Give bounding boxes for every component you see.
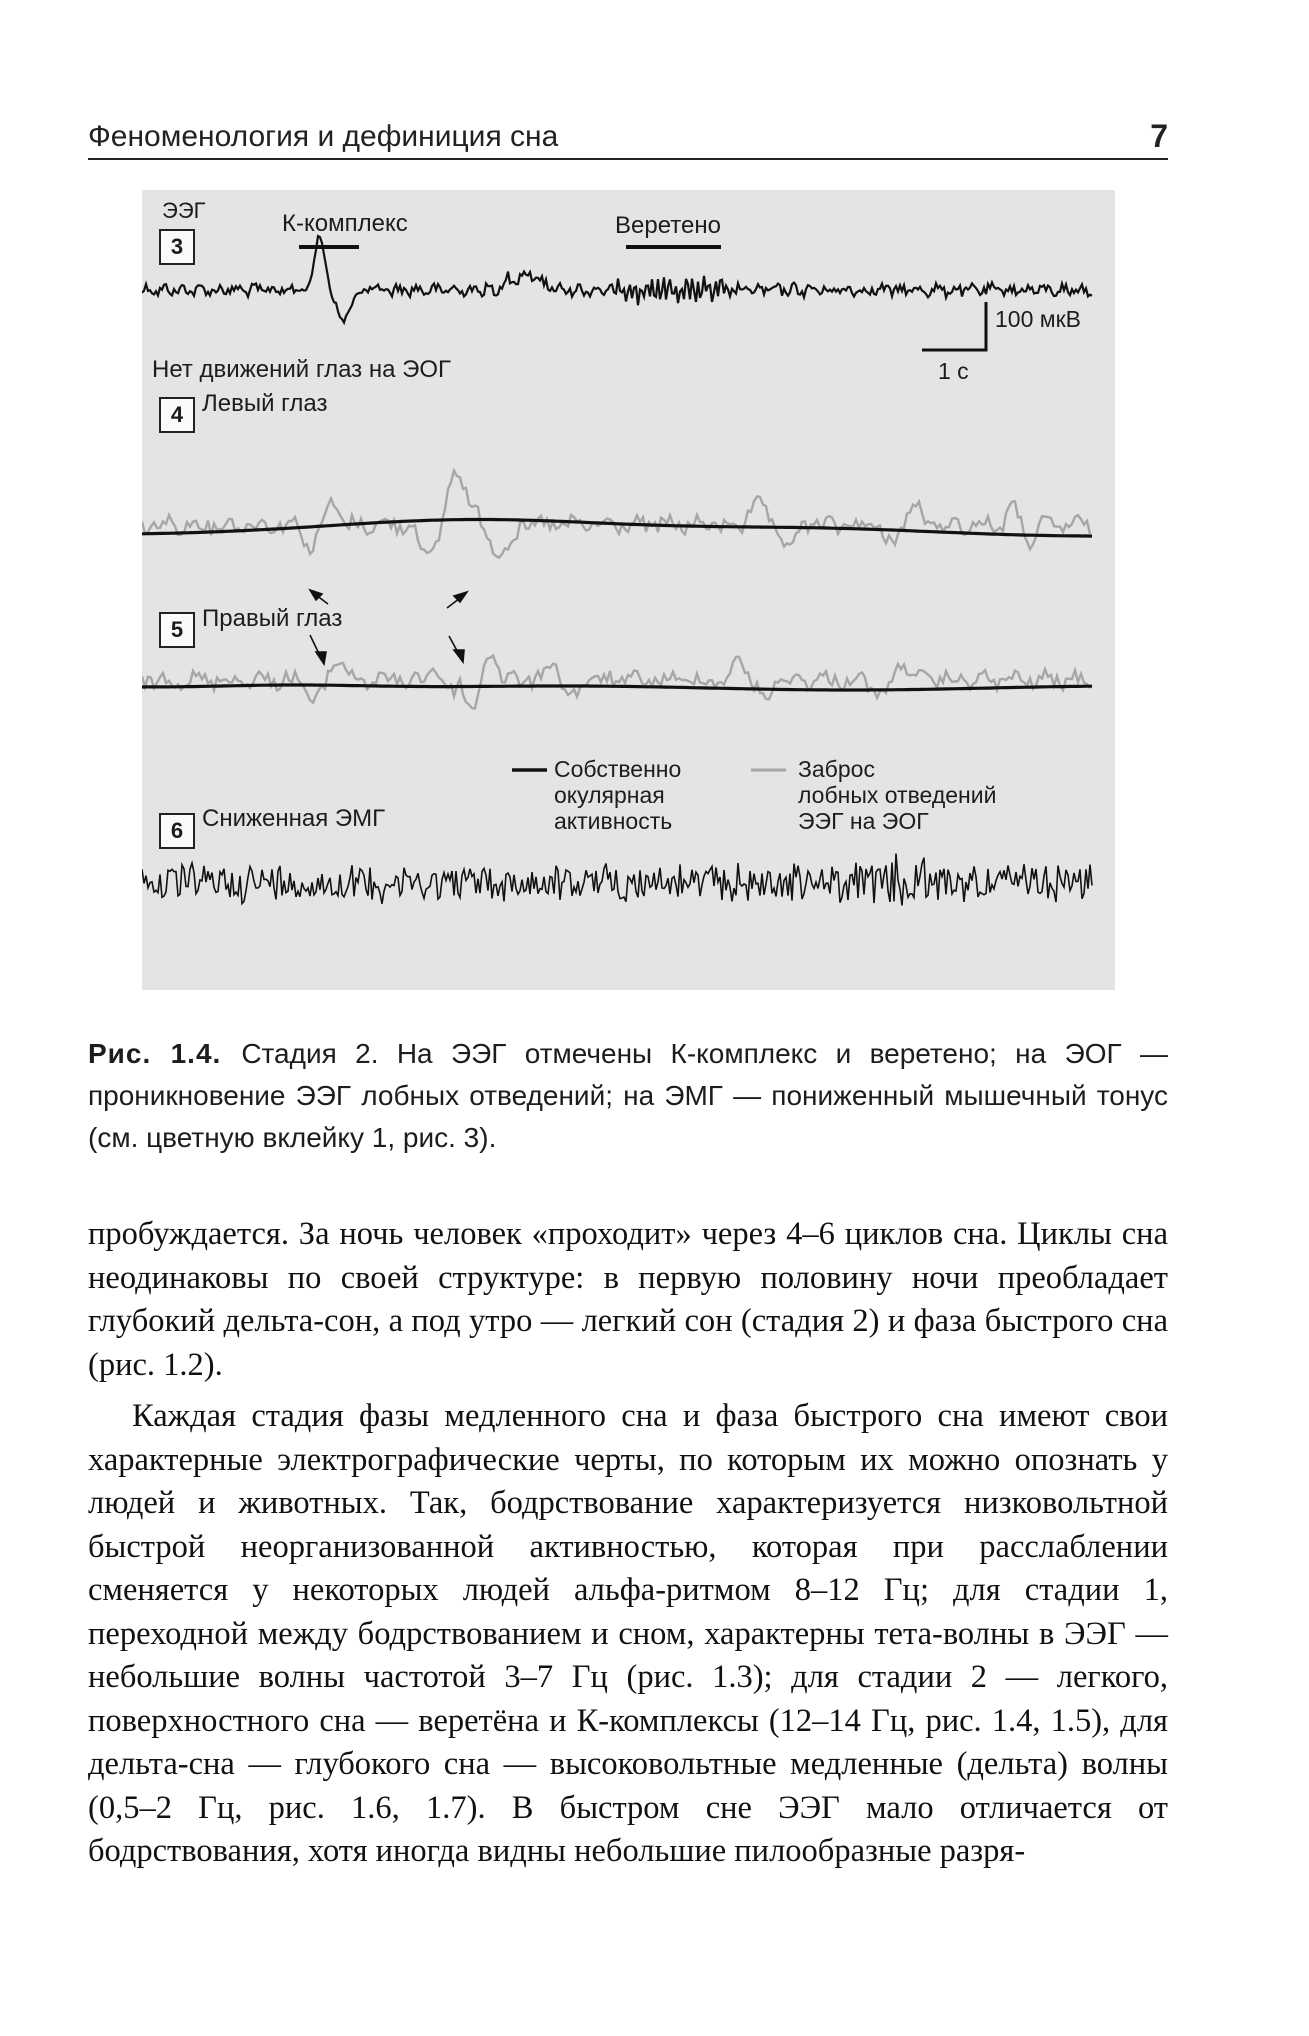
figure-polysomnogram (142, 190, 1115, 990)
page-number: 7 (1150, 118, 1168, 154)
scale-voltage-label: 100 мкВ (995, 306, 1081, 332)
k-complex-label: К-комплекс (282, 210, 408, 237)
legend-spillover-line-2: лобных отведений (798, 782, 997, 808)
figure-caption (88, 1033, 1168, 1159)
paragraph-1: пробуждается. За ночь человек «проходит» через 4–6 циклов сна. Циклы сна неодинаковы по своей структуре: в первую половину ночи преобладает глубокий дельта-сон, а под утро — легкий сон (стадия 2) и фаза быстрого сна (рис. 1.2). (88, 1216, 1168, 1383)
legend-eeg-spillover (798, 756, 996, 834)
panel-3-badge: 3 (159, 229, 195, 265)
legend-ocular-line-3: активность (554, 808, 673, 834)
caption-text: Стадия 2. На ЭЭГ отмечены К-комплекс и веретено; на ЭОГ — проникновение ЭЭГ лобных отведений; на ЭМГ — пониженный мышечный тонус (см. цветную вклейку 1, рис. 3). (88, 1038, 1168, 1153)
panel-4-badge: 4 (159, 397, 195, 433)
scale-bar (922, 302, 986, 350)
arrow-right-2-head (454, 650, 464, 662)
scale-time-label: 1 с (938, 358, 969, 384)
eog-right-ocular-trace (142, 685, 1092, 690)
paragraph-2: Каждая стадия фазы медленного сна и фаза быстрого сна имеют свои характерные электрографические черты, по которым их можно опознать у людей и животных. Так, бодрствование характеризуется низковольтной быстрой неорганизованной активностью, которая при расслаблении сменяется у некоторых людей альфа-ритмом 8–12 Гц; для стадии 1, переходной между бодрствованием и сном, характерны тета-волны в ЭЭГ — небольшие волны частотой 3–7 Гц (рис. 1.3); для стадии 2 — легкого, поверхностного сна — веретёна и К-комплексы (12–14 Гц, рис. 1.4, 1.5), для дельта-сна — глубокого сна — высоковольтные медленные (дельта) волны (0,5–2 Гц, рис. 1.6, 1.7). В быстром сне ЭЭГ мало отличается от бодрствования, хотя иногда видны небольшие пилообразные разря- (88, 1398, 1168, 1869)
eog-left-eeg-spillover-trace (142, 471, 1090, 558)
arrow-right-1-head (316, 652, 326, 664)
left-eye-label: Левый глаз (202, 390, 328, 417)
panel-6-badge: 6 (159, 813, 195, 849)
right-eye-label: Правый глаз (202, 605, 343, 632)
spindle-label: Веретено (615, 212, 721, 239)
running-head (88, 118, 1168, 160)
no-eye-movements-label: Нет движений глаз на ЭОГ (152, 356, 452, 383)
legend-ocular-line-1: Собственно (554, 756, 682, 782)
eog-right-eeg-spillover-trace (142, 656, 1090, 709)
figure-traces (142, 190, 1115, 990)
emg-trace (142, 854, 1092, 906)
eeg-trace (142, 236, 1092, 322)
panel-5-badge: 5 (159, 612, 195, 648)
legend-ocular-line-2: окулярная (554, 782, 665, 808)
legend-spillover-line-1: Заброс (798, 756, 875, 782)
legend-ocular-activity (554, 756, 681, 834)
legend-spillover-line-3: ЭЭГ на ЭОГ (798, 808, 929, 834)
body-text (88, 1213, 1168, 1882)
running-title: Феноменология и дефиниция сна (88, 120, 559, 153)
eeg-label: ЭЭГ (162, 198, 206, 223)
caption-label: Рис. 1.4. (88, 1038, 222, 1069)
emg-label: Сниженная ЭМГ (202, 805, 386, 832)
